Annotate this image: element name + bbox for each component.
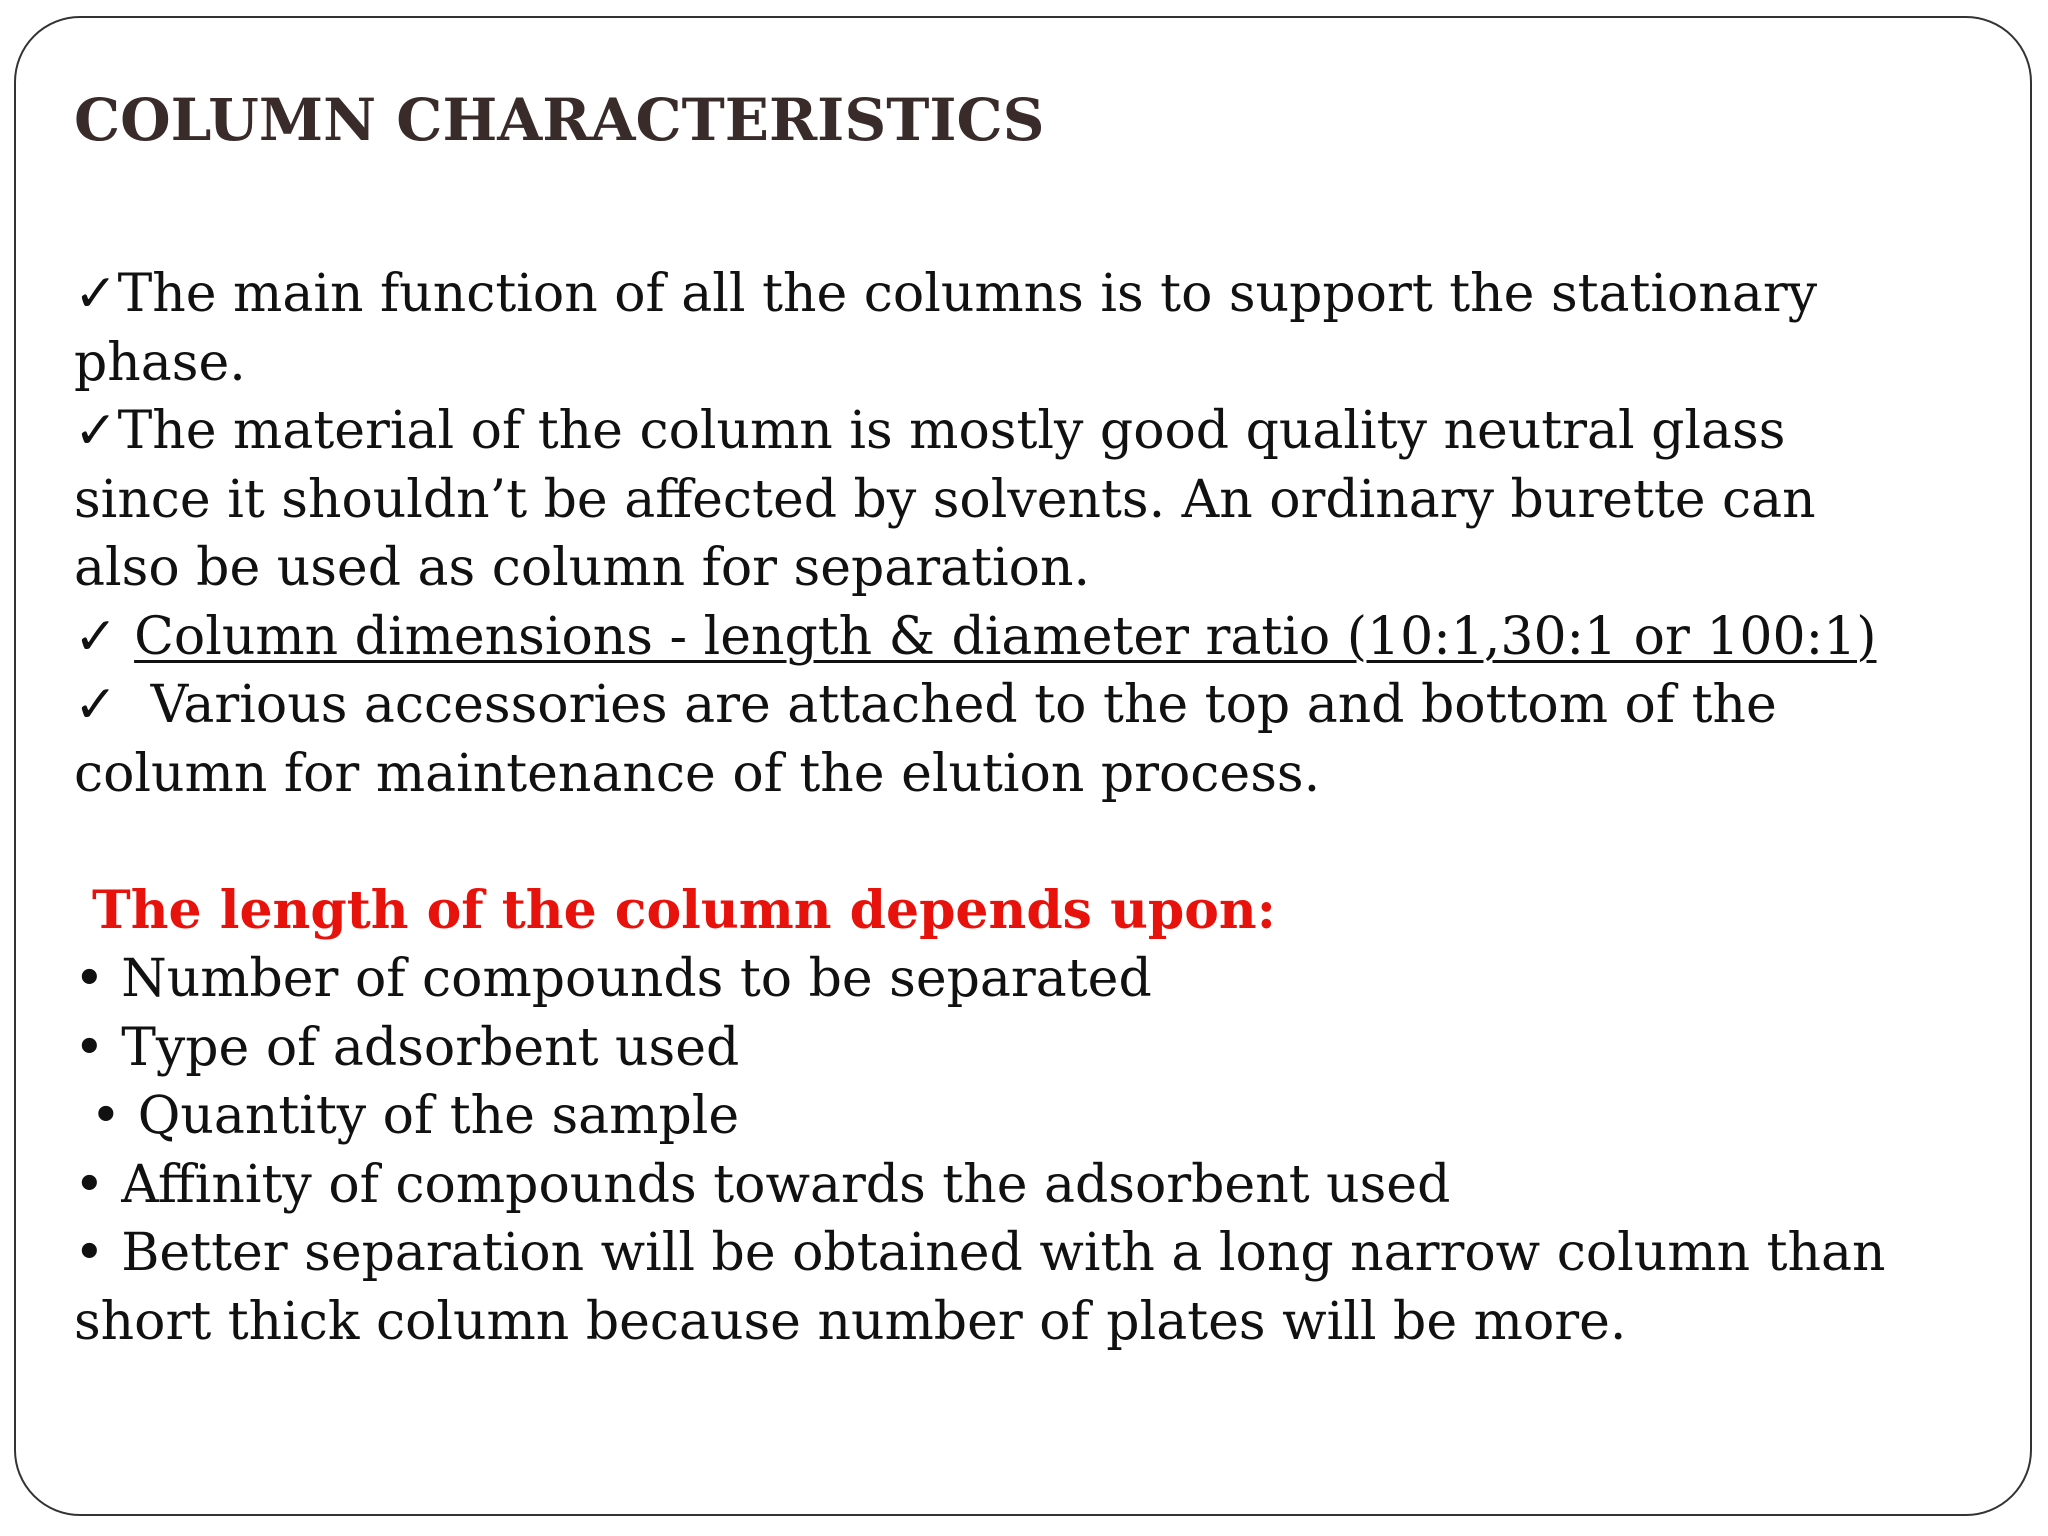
checkmark-icon: ✓ [74,606,135,667]
point-line: also be used as column for separation. [74,538,1091,598]
factor-item: short thick column because number of plates will be more. [74,1291,1627,1352]
point-line: since it shouldn’t be affected by solvents. An ordinary burette can [74,469,1816,530]
dimensions-text: Column dimensions - length & diameter ratio (10:1,30:1 or 100:1) [134,606,1877,667]
slide-frame [14,16,2032,1516]
point-line: ✓ Various accessories are attached to the top and bottom of the [74,675,1777,735]
point-line: column for maintenance of the elution process. [74,743,1321,804]
factor-item: • Quantity of the sample [74,1086,740,1146]
slide-body [74,260,2014,1356]
factor-item: • Affinity of compounds towards the adsorbent used [74,1154,1451,1215]
point-line-dimensions [74,603,2014,672]
spacer [74,808,2014,877]
point-line: phase. [74,332,246,393]
point-line: ✓The main function of all the columns is to support the stationary [74,264,1818,324]
subheading: The length of the column depends upon: [92,879,1276,941]
factor-item: • Number of compounds to be separated [74,949,1152,1009]
slide-title: COLUMN CHARACTERISTICS [74,86,1045,154]
point-line: ✓The material of the column is mostly good quality neutral glass [74,401,1786,461]
factor-item: • Type of adsorbent used [74,1017,740,1078]
factor-item: • Better separation will be obtained with a long narrow column than [74,1223,1886,1283]
